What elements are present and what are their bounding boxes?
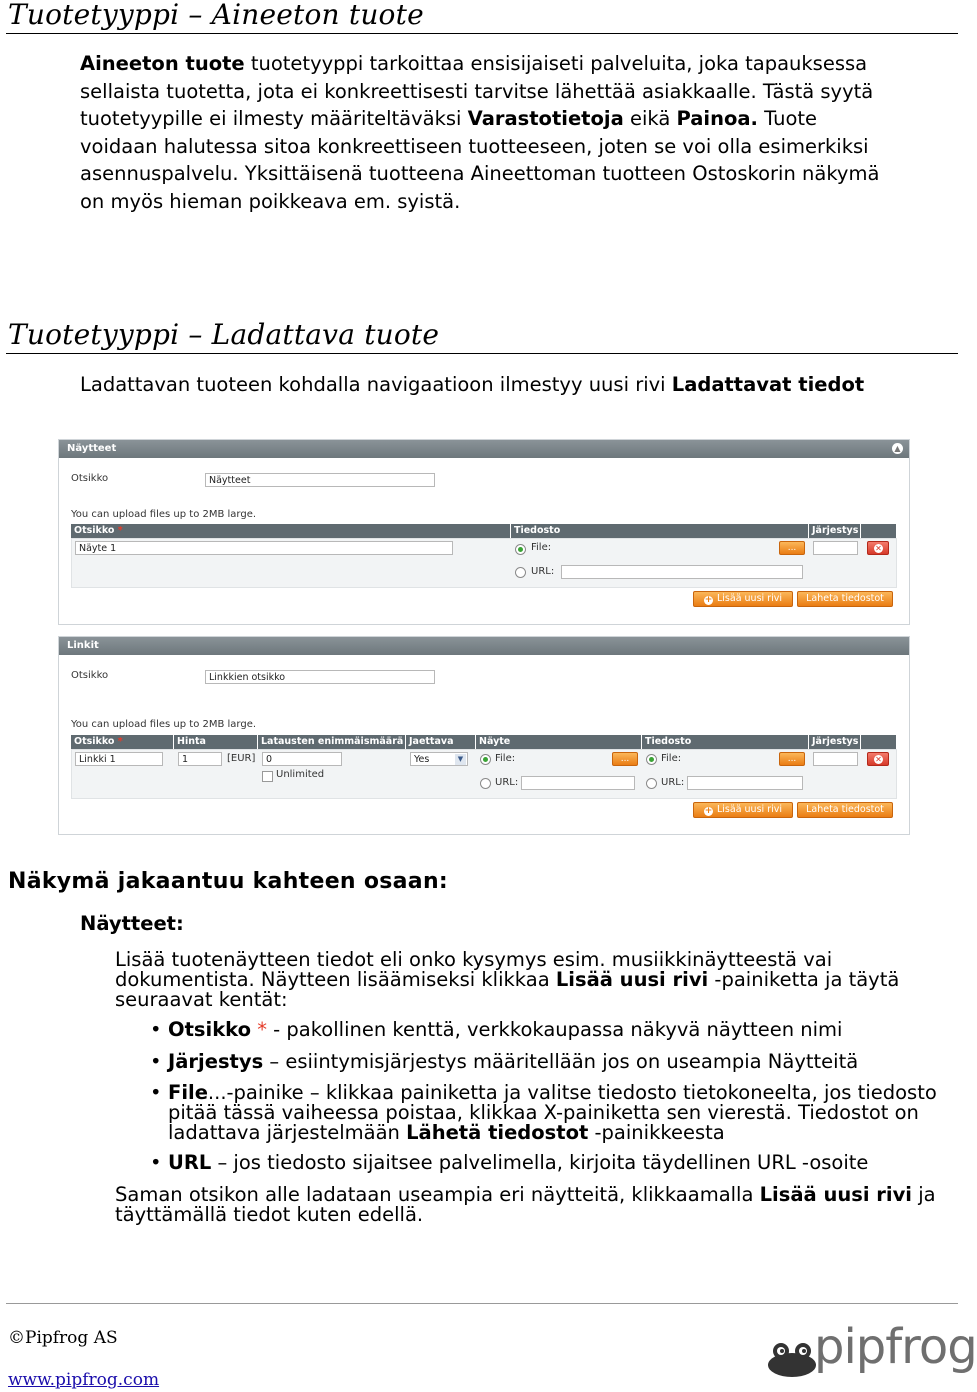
close-icon: ✕ [875,544,882,553]
browse-file-button[interactable]: ... [779,752,805,766]
price-input[interactable]: 1 [178,752,222,766]
order-input[interactable] [813,541,858,555]
text: Ladattavan tuoteen kohdalla navigaatioon ilmestyy uusi rivi [80,373,672,396]
sample-url-input[interactable] [521,776,635,790]
select-value: Yes [414,754,430,765]
term-downloadable-data: Ladattavat tiedot [671,373,865,396]
term-url: URL [168,1151,212,1174]
text: -painikkeesta [588,1121,725,1144]
links-panel-header[interactable] [59,637,909,655]
col-price: Hinta [174,735,258,749]
view-split-heading: Näkymä jakaantuu kahteen osaan: [8,869,449,894]
downloadable-description [80,371,880,399]
samples-panel [58,439,910,625]
delete-row-button[interactable] [867,541,889,555]
text: ja täyttämällä tiedot kuten edellä. [115,1183,936,1226]
term-intangible: Aineeton tuote [80,52,245,75]
add-row-button[interactable] [693,802,793,818]
url-input[interactable] [561,565,803,579]
link-title-input[interactable]: Linkki 1 [75,752,163,766]
term-title: Otsikko [168,1018,251,1041]
max-downloads-input[interactable]: 0 [262,752,342,766]
col-actions [861,735,897,749]
text: Saman otsikon alle ladataan useampia eri näytteitä, klikkaamalla [115,1183,760,1206]
browse-file-button[interactable]: ... [779,541,805,555]
samples-panel-header[interactable] [59,440,909,458]
required-star: * [117,525,123,536]
links-title-input[interactable]: Linkkien otsikko [205,670,435,684]
required-star: * [117,736,123,747]
copyright: ©Pipfrog AS [8,1328,118,1348]
samples-intro [115,950,945,1010]
col-title [71,524,511,538]
url-input[interactable] [687,776,803,790]
heading-rule [6,33,958,34]
section-heading-intangible: Tuotetyyppi – Aineeton tuote [8,0,424,31]
btn-label: Lisää uusi rivi [716,804,782,815]
term-send-files: Lähetä tiedostot [406,1121,589,1144]
url-label: URL: [531,566,555,577]
text: ...-painike – klikkaa painiketta ja valitse tiedosto tietokoneelta, jos tiedosto pitää tässä vaiheessa poistaa, klikkaa X-painiketta sen vierestä. Tiedostot on ladattava järjestelmään [168,1081,937,1144]
text: - pakollinen kenttä, verkkokaupassa näkyvä näytteen nimi [266,1018,843,1041]
term-stock: Varastotietoja [467,107,624,130]
text: – jos tiedosto sijaitsee palvelimella, kirjoita täydellinen URL -osoite [211,1151,869,1174]
bullet-dot: • [150,1018,162,1041]
logo-text: pipfrog [814,1319,977,1375]
col-label: Otsikko [74,525,115,536]
term-add-row: Lisää uusi rivi [759,1183,912,1206]
col-file: Tiedosto [642,735,809,749]
file-label: File: [531,542,552,553]
pipfrog-logo [766,1319,977,1385]
text: tuotetyyppi tarkoittaa ensisijaiseti palveluita, joka tapauksessa sellaista tuotetta, jota ei konkreettisesti tarvitse lähettää asiakkaalle. Tästä syytä tuotetyypille ei ilmesty määriteltäväksi [80,52,874,130]
shareable-select[interactable] [410,752,468,766]
delete-row-button[interactable] [867,752,889,766]
send-files-button[interactable]: Laheta tiedostot [797,802,893,818]
order-input[interactable] [813,752,858,766]
website-link[interactable]: www.pipfrog.com [8,1370,160,1390]
required-star: * [251,1018,267,1041]
samples-subheading: Näytteet: [80,912,184,935]
term-weight: Painoa. [676,107,758,130]
term-add-row: Lisää uusi rivi [555,968,709,991]
title-label: Otsikko [71,670,109,681]
text: eikä [623,107,677,130]
bullet-dot: • [150,1081,162,1104]
send-files-button[interactable]: Laheta tiedostot [797,591,893,607]
intangible-description [80,50,880,215]
col-title [71,735,174,749]
col-order: Järjestys [809,735,861,749]
file-radio[interactable] [515,544,526,555]
unlimited-label: Unlimited [276,769,325,780]
close-icon: ✕ [875,755,882,764]
bullet-dot: • [150,1050,162,1073]
url-radio[interactable] [515,567,526,578]
title-label: Otsikko [71,473,109,484]
col-label: Otsikko [74,736,115,747]
btn-label: Lisää uusi rivi [716,593,782,604]
sample-browse-button[interactable]: ... [612,752,638,766]
chevron-down-icon: ▼ [455,754,466,765]
plus-icon: + [704,806,713,816]
sample-url-label: URL: [495,777,519,788]
term-file: File [168,1081,208,1104]
samples-title-input[interactable]: Näytteet [205,473,435,487]
col-file: Tiedosto [511,524,809,538]
samples-outro [115,1185,955,1225]
unlimited-checkbox[interactable] [262,771,273,782]
panel-title: Linkit [67,640,99,651]
panel-title: Näytteet [67,443,117,454]
col-sample: Näyte [476,735,642,749]
footer-rule [6,1303,958,1304]
sample-file-label: File: [495,753,516,764]
add-row-button[interactable] [693,591,793,607]
text: – esiintymisjärjestys määritellään jos on useampia Näytteitä [263,1050,859,1073]
text: -painiketta ja täytä seuraavat kentät: [115,968,900,1011]
col-max-downloads: Latausten enimmäismäärä [258,735,406,749]
file-label: File: [661,753,682,764]
url-radio[interactable] [646,778,657,789]
collapse-icon[interactable]: ▲ [892,443,903,454]
sample-file-radio[interactable] [480,754,491,765]
links-panel [58,636,910,835]
heading-rule [6,353,958,354]
plus-icon: + [704,595,713,605]
upload-note: You can upload files up to 2MB large. [71,509,257,520]
upload-note: You can upload files up to 2MB large. [71,719,257,730]
currency-label: [EUR] [227,753,256,764]
text: Tuote voidaan halutessa sitoa konkreettiseen tuotteeseen, joten se voi olla esimerkiksi asennuspalvelu. Yksittäisenä tuotteena Aineettoman tuotteen Ostoskorin näkymä on myös hieman poikkeava em. syistä. [80,107,880,213]
url-label: URL: [661,777,685,788]
text: Lisää tuotenäytteen tiedot eli onko kysymys esim. musiikkinäytteestä vai dokumentista. Näytteen lisäämiseksi klikkaa [115,948,833,991]
bullet-dot: • [150,1151,162,1174]
col-actions [861,524,897,538]
term-order: Järjestys [168,1050,264,1073]
sample-title-input[interactable]: Näyte 1 [75,541,453,555]
col-shareable: Jaettava [406,735,476,749]
sample-url-radio[interactable] [480,778,491,789]
col-order: Järjestys [809,524,861,538]
section-heading-downloadable: Tuotetyyppi – Ladattava tuote [8,318,440,351]
file-radio[interactable] [646,754,657,765]
frog-icon [766,1339,818,1379]
